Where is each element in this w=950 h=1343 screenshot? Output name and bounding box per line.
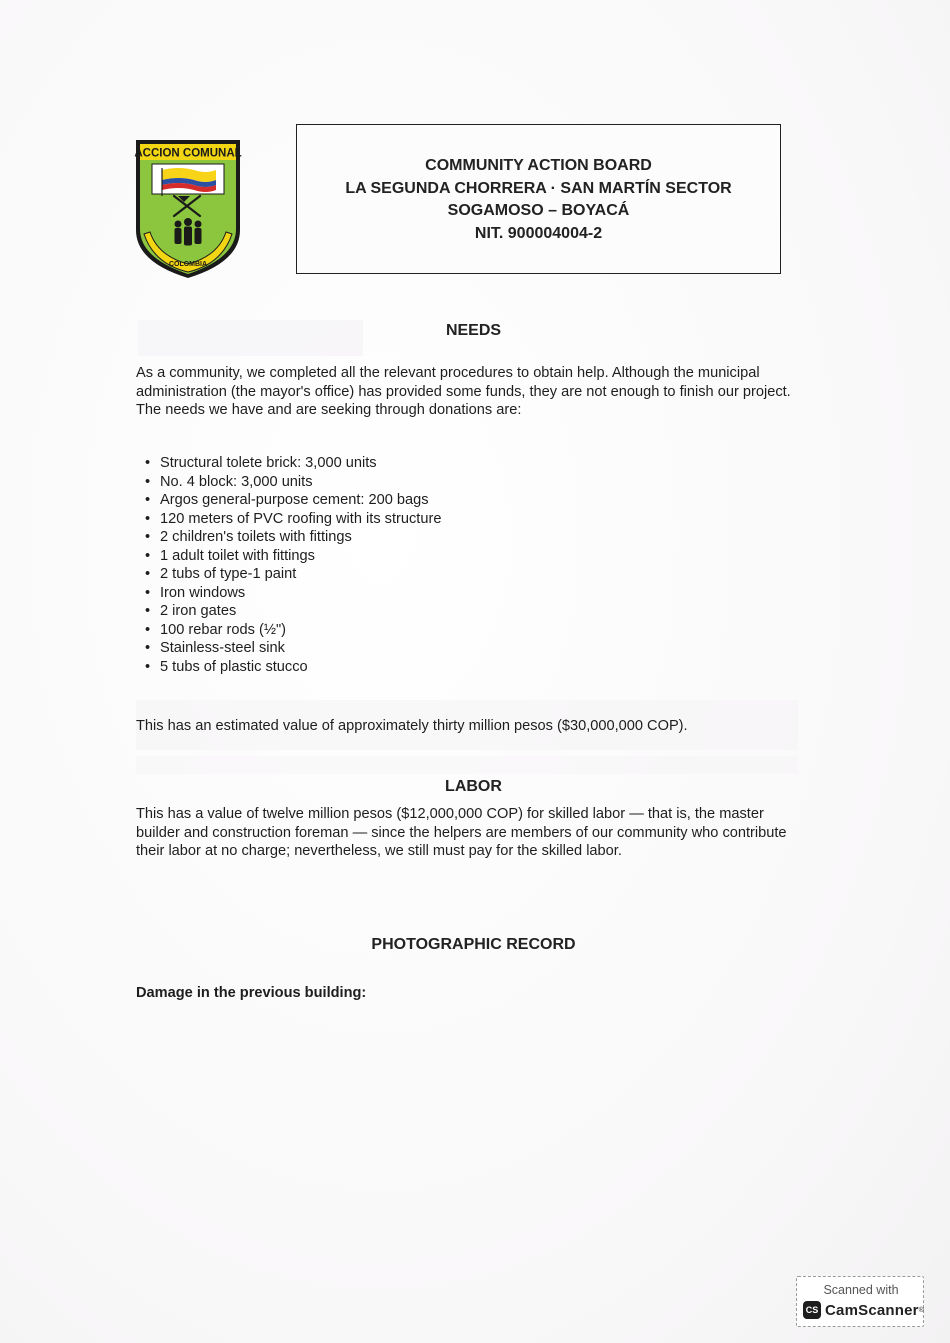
organization-name: COMMUNITY ACTION BOARD [425,157,652,174]
list-item: • 2 iron gates [145,603,237,619]
bullet: • [145,640,151,656]
scanned-with-label: Scanned with [823,1283,899,1297]
bullet: • [145,584,151,601]
organization-nit: NIT. 900004004-2 [474,224,603,242]
organization-sector: LA SEGUNDA CHORRERA · SAN MARTÍN SECTOR [345,179,732,197]
needs-heading: NEEDS [445,322,502,339]
bullet: • [145,547,151,564]
bullet: • [145,455,151,471]
list-item: • Stainless-steel sink [145,640,285,656]
scan-artifact [136,756,798,774]
svg-text:COLOMBIA: COLOMBIA [168,261,208,268]
list-item: • Argos general-purpose cement: 200 bags [145,492,429,508]
bullet: • [145,566,151,582]
bullet: • [145,658,151,675]
needs-list [136,454,441,676]
camscanner-icon: CS [803,1301,821,1319]
needs-intro: As a community, we completed all the relevant procedures to obtain help. Although the municipal administration (the mayor's office) has provided some funds, they are not enough to finish our project. The needs we have and are seeking through donations are: [136,365,791,418]
labor-heading: LABOR [445,778,502,795]
list-item: • Iron windows [145,584,246,601]
trademark-mark: ® [918,1306,924,1314]
bullet: • [145,510,151,527]
organization-location: SOGAMOSO – BOYACÁ [447,202,630,219]
list-item: • 100 rebar rods (½") [145,621,287,638]
photographic-record-heading: PHOTOGRAPHIC RECORD [371,936,576,953]
bullet: • [145,621,151,638]
list-item: • 2 tubs of type-1 paint [145,566,297,582]
photographic-record-subtitle: Damage in the previous building: [136,985,367,1001]
list-item: • 2 children's toilets with fittings [145,529,352,545]
bullet: • [145,529,151,545]
list-item: • Structural tolete brick: 3,000 units [145,455,377,471]
letterhead-box [296,124,781,274]
bullet: • [145,473,151,490]
camscanner-watermark [796,1276,924,1327]
community-action-logo [134,138,242,280]
list-item: • 5 tubs of plastic stucco [145,658,308,675]
camscanner-brand: CamScanner [825,1301,919,1319]
labor-text: This has a value of twelve million pesos ($12,000,000 COP) for skilled labor — that is, the master builder and construction foreman — since the helpers are members of our community who contribute their labor at no charge; nevertheless, we still must pay for the skilled labor. [136,806,787,859]
svg-text:ACCION COMUNAL: ACCION COMUNAL [134,147,242,160]
list-item: • No. 4 block: 3,000 units [145,473,313,490]
bullet: • [145,492,151,508]
needs-estimate: This has an estimated value of approximately thirty million pesos ($30,000,000 COP). [136,718,688,734]
list-item: • 1 adult toilet with fittings [145,547,315,564]
bullet: • [145,603,151,619]
list-item: • 120 meters of PVC roofing with its structure [145,510,442,527]
